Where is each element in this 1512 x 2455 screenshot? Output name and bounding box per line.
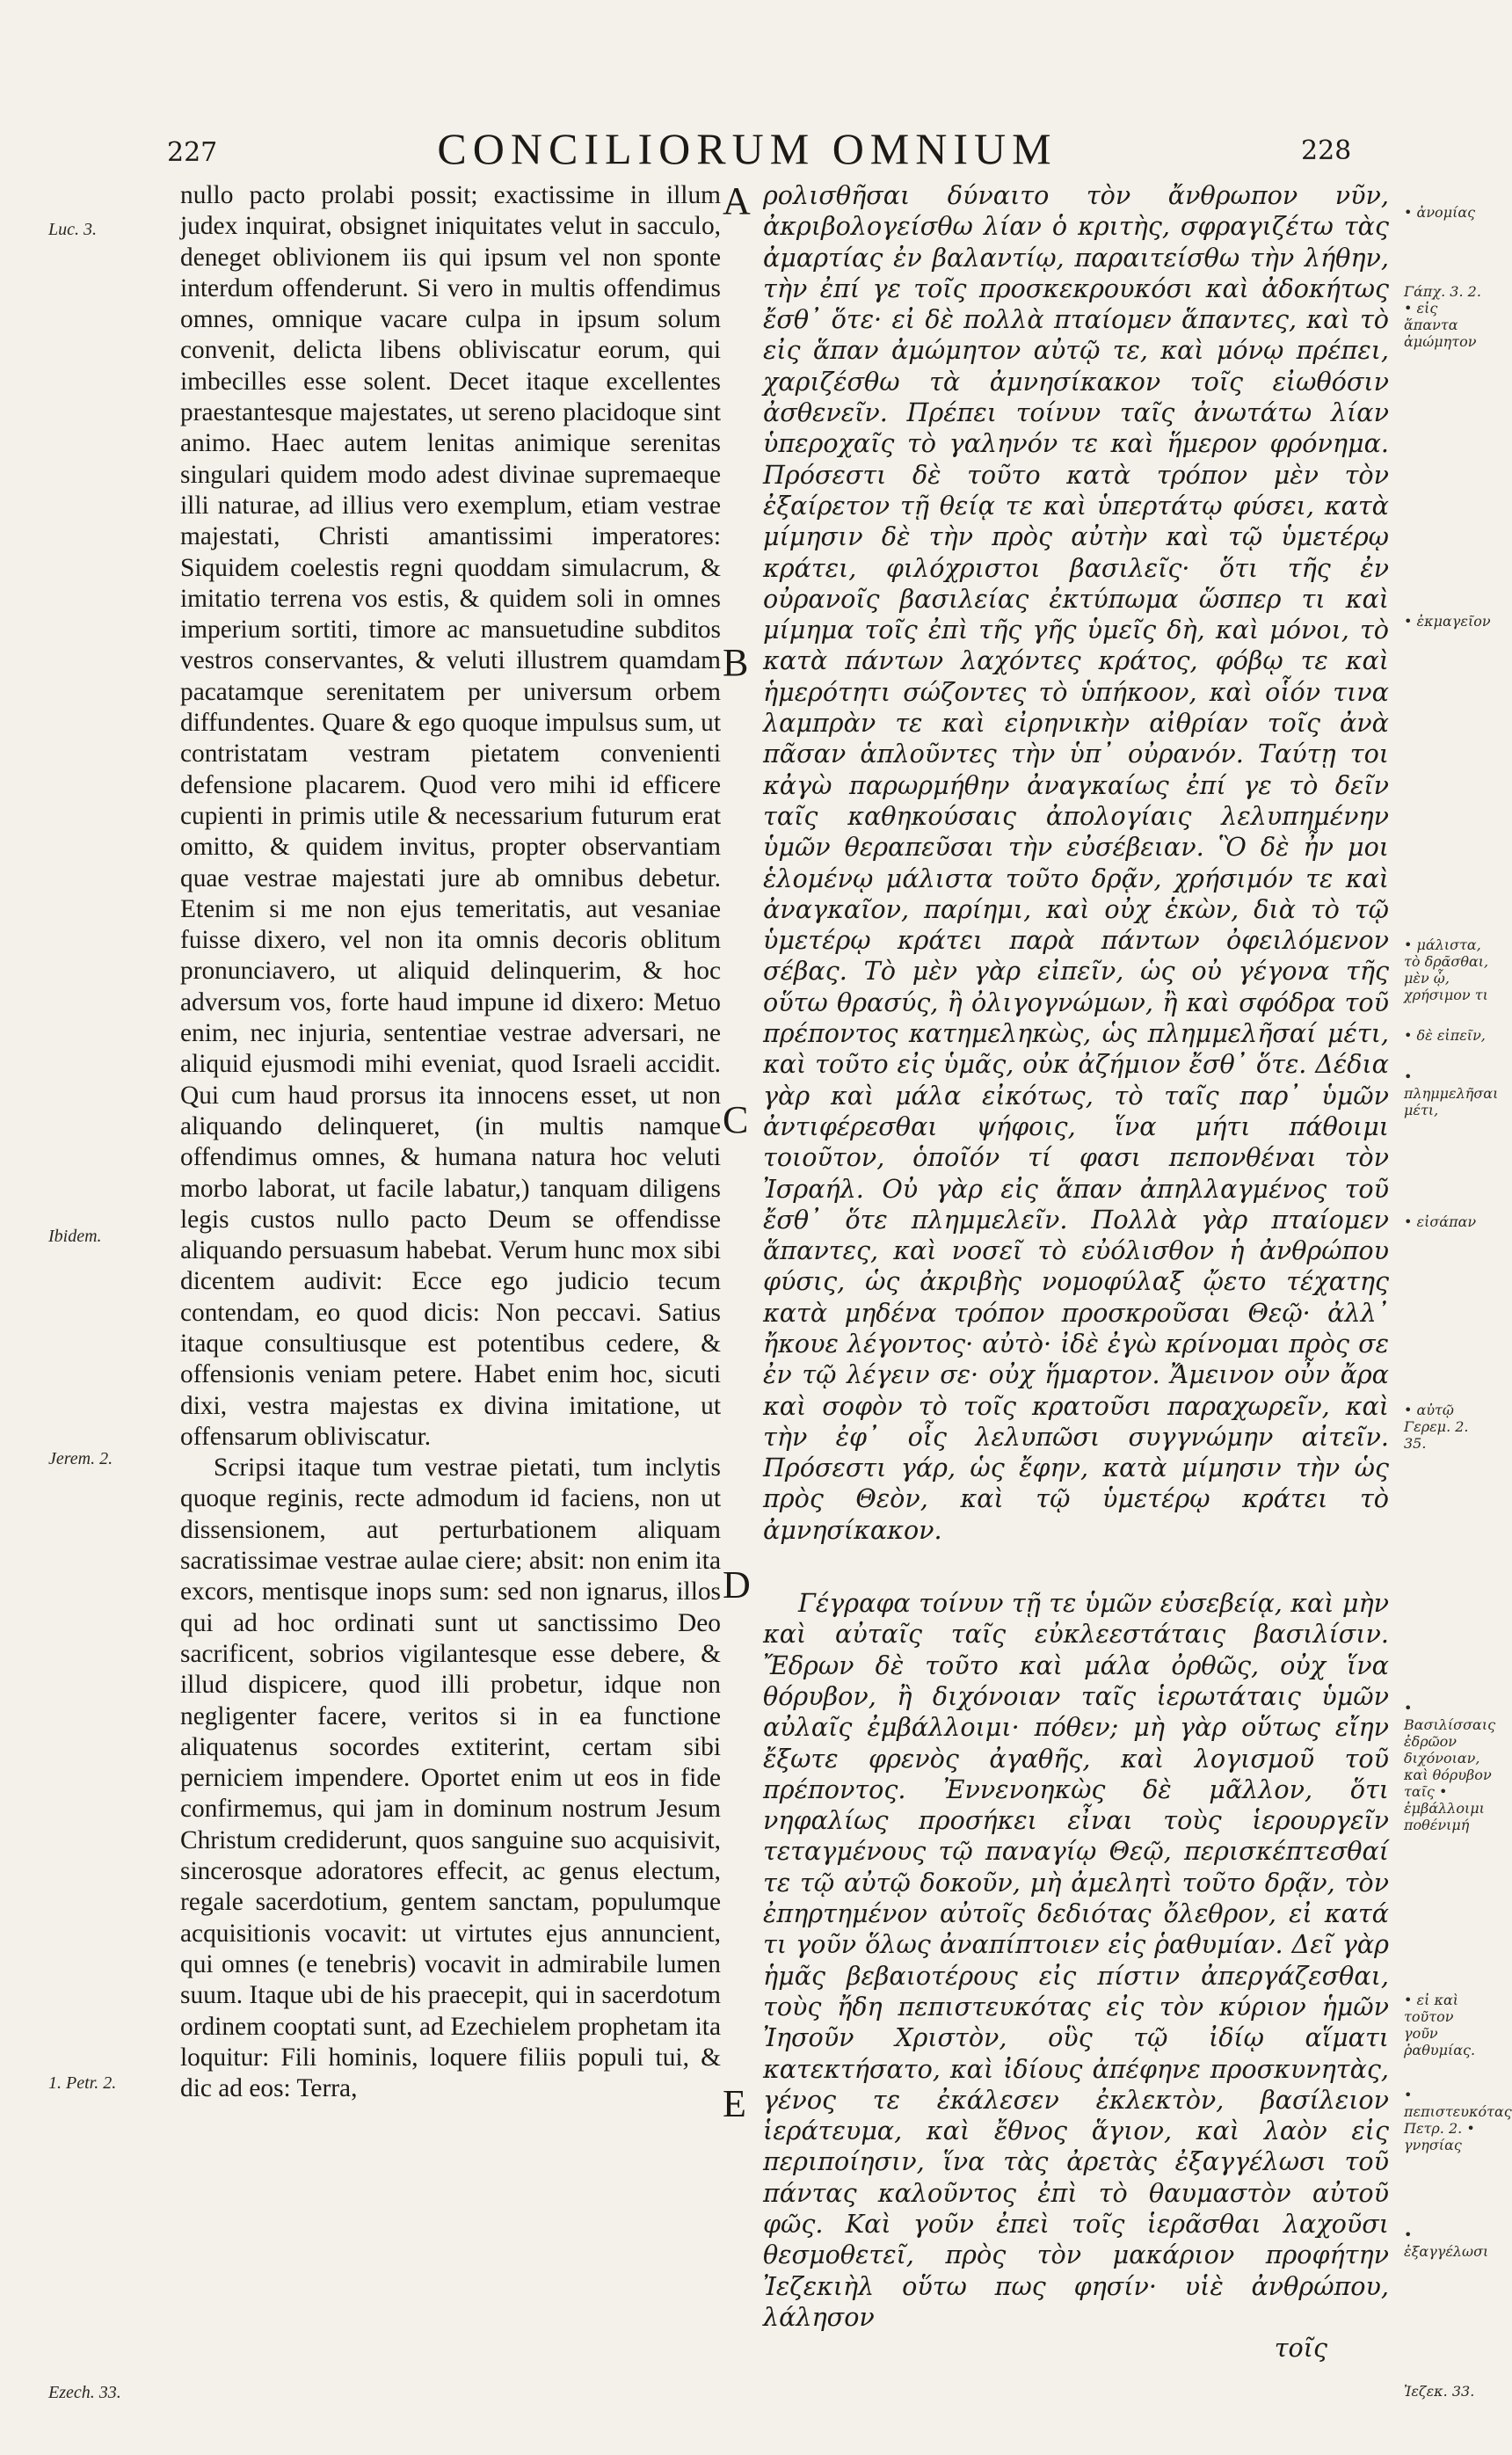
margin-note-right: • ἀνομίας: [1404, 204, 1476, 221]
margin-note-left: Jerem. 2.: [48, 1449, 113, 1468]
catchword: τοῖς: [1274, 2333, 1327, 2364]
section-letter-c: C: [723, 1098, 749, 1141]
margin-note-right: • εἰσάπαν: [1404, 1213, 1477, 1230]
margin-note-right: • ἐξαγγέλωσι: [1404, 2226, 1489, 2260]
margin-note-right: Ἰεζεκ. 33.: [1404, 2383, 1475, 2400]
margin-note-right: • πεπιστευκότας Πετρ. 2. • γνησίας: [1404, 2087, 1512, 2153]
section-letter-b: B: [723, 641, 749, 684]
margin-note-left: Luc. 3.: [48, 220, 97, 239]
page-number-right: 228: [1301, 135, 1352, 166]
margin-note-right: • μάλιστα, τὸ δρᾶσθαι, μὲν ᾧ, χρήσιμον τι: [1404, 936, 1489, 1003]
section-letter-a: A: [723, 179, 751, 222]
margin-note-left: Ibidem.: [48, 1227, 102, 1246]
section-letter-e: E: [723, 2082, 746, 2125]
running-title: CONCILIORUM OMNIUM: [437, 124, 1058, 173]
margin-note-right: • αὐτῷ Γερεμ. 2. 35.: [1404, 1402, 1469, 1452]
margin-note-right: • δὲ εἰπεῖν,: [1404, 1027, 1486, 1044]
margin-note-right: Γάπχ. 3. 2. • εἰς ἅπαντα ἀμώμητον: [1404, 283, 1481, 350]
greek-column: [763, 180, 1389, 2364]
section-letter-d: D: [723, 1563, 751, 1606]
latin-paragraph: Scripsi itaque tum vestrae pietati, tum inclytis quoque reginis, recte admodum id faciens, non ut dissensionem, aut perturbationem aliquam sacratissimae vestrae aulae ciere; absit: non enim ita excors, mentisque inops sum: sed non ignarus, illos qui ad hoc ordinati sunt ut sanctissimo Deo sacrificent, sobrios vigilantesque esse debere, & illud dispicere, quod illi probetur, idque non negligenter facere, veritos si in ea functione aliquatenus socordes extiterint, certam sibi perniciem impendere. Oportet enim ut eos in fide confirmemus, qui jam in dominum nostrum Jesum Christum crediderunt, quos sanguine suo acquisivit, sincerosque adoratores effecit, ac genus electum, regale sacerdotium, gentem sanctam, populumque acquisitionis vocavit: ut virtutes ejus annuncient, qui omnes (e tenebris) vocavit in admirabile lumen suum. Itaque ubi de his praecepit, qui in sacerdotum ordinem cooptati sunt, ad Ezechielem prophetam ita loquitur: Fili hominis, loquere filiis populi tui, & dic ad eos: Terra,: [180, 1453, 721, 2103]
latin-paragraph: nullo pacto prolabi possit; exactissime in illum judex inquirat, obsignet iniquitates velut in sacculo, deneget oblivionem iis qui ipsum vel non sponte interdum offenderunt. Si vero in multis offendimus omnes, omnique vacare culpa in ipsum solum convenit, delicta libens obliviscatur eorum, qui imbecilles esse solent. Decet itaque excellentes praestantesque majestates, ut sereno placidoque sint animo. Haec autem lenitas animique serenitas singulari quidem modo adest divinae supremaeque illi naturae, ad illius vero exemplum, etiam vestrae majestati, Christi amantissimi imperatores: Siquidem coelestis regni quoddam simulacrum, & imitatio terrena vos estis, & quidem soli in omnes imperium sortiti, timore ac mansuetudine subditos vestros conservantes, & veluti illustrem quamdam pacatamque serenitatem per universum orbem diffundentes. Quare & ego quoque impulsus sum, ut contristatam vestram pietatem convenienti defensione placarem. Quod vero mihi id efficere cupienti in primis utile & necessarium futurum erat omitto, & quidem invitus, propter observantiam quae vestrae majestati jure ab omnibus debetur. Etenim si me non ejus temeritatis, aut vesaniae fuisse dixero, vel non ita omnis decoris oblitum pronunciavero, ut aliquid delinquerim, & hoc adversum vos, forte haud impune id dixero: Metuo enim, nec injuria, sententiae vestrae adversari, ne aliquid ejusmodi mihi eveniat, quod Israeli accidit. Qui cum haud prorsus ita innocens esset, ut non aliquando delinqueret, (in multis namque offendimus omnes, & humana natura hoc veluti morbo laborat, ut facile labatur,) tanquam diligens legis custos nullo pacto Deum se offendisse aliquando persuasum habebat. Verum hunc mox sibi dicentem audivit: Ecce ego judicio tecum contendam, eo quod dicis: Non peccavi. Satius itaque consultiusque est potentibus cedere, & offensionis veniam petere. Habet enim hoc, sicuti dixi, vestra majestas ex divina imitatione, ut offensarum obliviscatur.: [180, 181, 721, 1451]
greek-paragraph: Γέγραφα τοίνυν τῇ τε ὑμῶν εὐσεβείᾳ, καὶ μὴν καὶ αὐταῖς ταῖς εὐκλεεστάταις βασιλίσιν. Ἔδρων δὲ τοῦτο καὶ μάλα ὀρθῶς, οὐχ ἵνα θόρυβον, ἢ διχόνοιαν ταῖς ἱερωτάταις ὑμῶν αὐλαῖς ἐμβάλλοιμι· πόθεν; μὴ γὰρ οὕτως εἴην ἔξωτε φρενὸς ἀγαθῆς, καὶ λογισμοῦ τοῦ πρέποντος. Ἐννενοηκὼς δὲ μᾶλλον, ὅτι νηφαλίως προσήκει εἶναι τοὺς ἱερουργεῖν τεταγμένους τῷ παναγίῳ Θεῷ, περισκέπτεσθαί τε τῷ αὐτῷ δοκοῦν, μὴ ἀμελητὶ τοῦτο δρᾷν, τὸν ἐπηρτημένον αὐτοῖς δεδιότας ὄλεθρον, εἰ κατά τι γοῦν ὅλως ἀναπίπτοιεν εἰς ῥαθυμίαν. Δεῖ γὰρ ἡμᾶς βεβαιοτέρους εἰς πίστιν ἀπεργάζεσθαι, τοὺς ἤδη πεπιστευκότας εἰς τὸν κύριον ἡμῶν Ἰησοῦν Χριστὸν, οὓς τῷ ἰδίῳ αἵματι κατεκτήσατο, καὶ ἰδίους ἀπέφηνε προσκυνητὰς, γένος τε ἐκάλεσεν ἐκλεκτὸν, βασίλειον ἱεράτευμα, καὶ ἔθνος ἅγιον, καὶ λαὸν εἰς περιποίησιν, ἵνα τὰς ἀρετὰς ἐξαγγέλωσι τοῦ πάντας καλοῦντος ἐπὶ τὸ θαυμαστὸν αὐτοῦ φῶς. Καὶ γοῦν ἐπεὶ τοῖς ἱερᾶσθαι λαχοῦσι θεσμοθετεῖ, πρὸς τὸν μακάριον προφήτην Ἰεζεκιὴλ οὕτω πως φησίν· υἱὲ ἀνθρώπου, λάλησον: [763, 1588, 1389, 2332]
page-header: [0, 123, 1494, 176]
page-number-left: 227: [167, 137, 218, 168]
margin-note-right: • εἰ καὶ τοῦτον γοῦν ῥαθυμίας.: [1404, 1992, 1476, 2058]
margin-note-left: Ezech. 33.: [48, 2383, 121, 2402]
margin-note-right: • Βασιλίσσαις ἐδρῶον διχόνοιαν, καὶ θόρυβον ταῖς • ἐμβάλλοιμι ποθένιμή: [1404, 1700, 1496, 1833]
latin-column: [180, 180, 721, 2104]
margin-note-right: • πλημμελῆσαι μέτι,: [1404, 1068, 1499, 1118]
margin-note-right: • ἐκμαγεῖον: [1404, 613, 1491, 630]
margin-note-left: 1. Petr. 2.: [48, 2073, 117, 2093]
greek-paragraph: ρολισθῆσαι δύναιτο τὸν ἄνθρωπον νῦν, ἀκριβολογείσθω λίαν ὁ κριτὴς, σφραγιζέτω τὰς ἀμαρτίας ἐν βαλαντίῳ, παραιτείσθω τὴν λήθην, τὴν ἐπί γε τοῖς προσκεκρουκόσι καὶ ἀδοκήτως ἔσθ᾽ ὅτε· εἰ δὲ πολλὰ πταίομεν ἅπαντες, καὶ τὸ εἰς ἅπαν ἀμώμητον αὐτῷ τε, καὶ μόνῳ πρέπει, χαριζέσθω τὰ ἀμνησίκακον τοῖς εἰωθόσιν ἀσθενεῖν. Πρέπει τοίνυν ταῖς ἀνωτάτω λίαν ὑπεροχαῖς τὸ γαληνόν τε καὶ ἥμερον φρόνημα. Πρόσεστι δὲ τοῦτο κατὰ τρόπον μὲν τὸν ἐξαίρετον τῇ θείᾳ τε καὶ ὑπερτάτῳ φύσει, κατὰ μίμησιν δὲ τὴν πρὸς αὐτὴν καὶ τῷ ὑμετέρῳ κράτει, φιλόχριστοι βασιλεῖς· ὅτι τῆς ἐν οὐρανοῖς βασιλείας ἐκτύπωμα ὥσπερ τι καὶ μίμημα τοῖς ἐπὶ τῆς γῆς ὑμεῖς δὴ, καὶ μόνοι, τὸ κατὰ πάντων λαχόντες κράτος, φόβῳ τε καὶ ἡμερότητι σώζοντες τὸ ὑπήκοον, καὶ οἷόν τινα λαμπρὰν τε καὶ εἰρηνικὴν αἰθρίαν τοῖς ἀνὰ πᾶσαν ἁπλοῦντες τὴν ὑπ᾽ οὐρανόν. Ταύτῃ τοι κἀγὼ παρωρμήθην ἀναγκαίως ἐπί γε τὸ δεῖν ταῖς καθηκούσαις ἀπολογίαις λελυπημένην ὑμῶν θεραπεῦσαι τὴν εὐσέβειαν. Ὃ δὲ ἦν μοι ἑλομένῳ μάλιστα τοῦτο δρᾷν, χρήσιμόν τε καὶ ἀναγκαῖον, παρίημι, καὶ οὐχ ἑκὼν, διὰ τὸ τῷ ὑμετέρῳ κράτει παρὰ πάντων ὀφειλόμενον σέβας. Τὸ μὲν γὰρ εἰπεῖν, ὡς οὐ γέγονα τῆς οὕτω θρασύς, ἢ ὀλιγογνώμων, ἢ καὶ σφόδρα τοῦ πρέποντος κατημεληκὼς, ὡς πλημμελῆσαί μέτι, καὶ τοῦτο εἰς ὑμᾶς, οὐκ ἀζήμιον ἔσθ᾽ ὅτε. Δέδια γὰρ καὶ μάλα εἰκότως, τὸ ταῖς παρ᾽ ὑμῶν ἀντιφέρεσθαι ψήφοις, ἵνα μήτι πάθοιμι τοιοῦτον, ὁποῖόν τί φασι πεπονθέναι τὸν Ἰσραήλ. Οὐ γὰρ εἰς ἅπαν ἀπηλλαγμένος τοῦ ἔσθ᾽ ὅτε πλημμελεῖν. Πολλὰ γὰρ πταίομεν ἅπαντες, καὶ νοσεῖ τὸ εὐόλισθον ἡ ἀνθρώπου φύσις, ὡς ἀκριβὴς νομοφύλαξ ᾤετο τέχατης κατὰ μηδένα τρόπον προσκροῦσαι Θεῷ· ἀλλ᾽ ἤκουε λέγοντος· αὐτὸ· ἰδὲ ἐγὼ κρίνομαι πρὸς σε ἐν τῷ λέγειν σε· οὐχ ἥμαρτον. Ἄμεινον οὖν ἄρα καὶ σοφὸν τὸ τοῖς κρατοῦσι παραχωρεῖν, καὶ τὴν ἐφ᾽ οἷς λελυπῶσι συγγνώμην αἰτεῖν. Πρόσεστι γάρ, ὡς ἔφην, κατὰ μίμησιν τὴν ὡς πρὸς Θεὸν, καὶ τῷ ὑμετέρῳ κράτει τὸ ἀμνησίκακον.: [763, 180, 1389, 1545]
